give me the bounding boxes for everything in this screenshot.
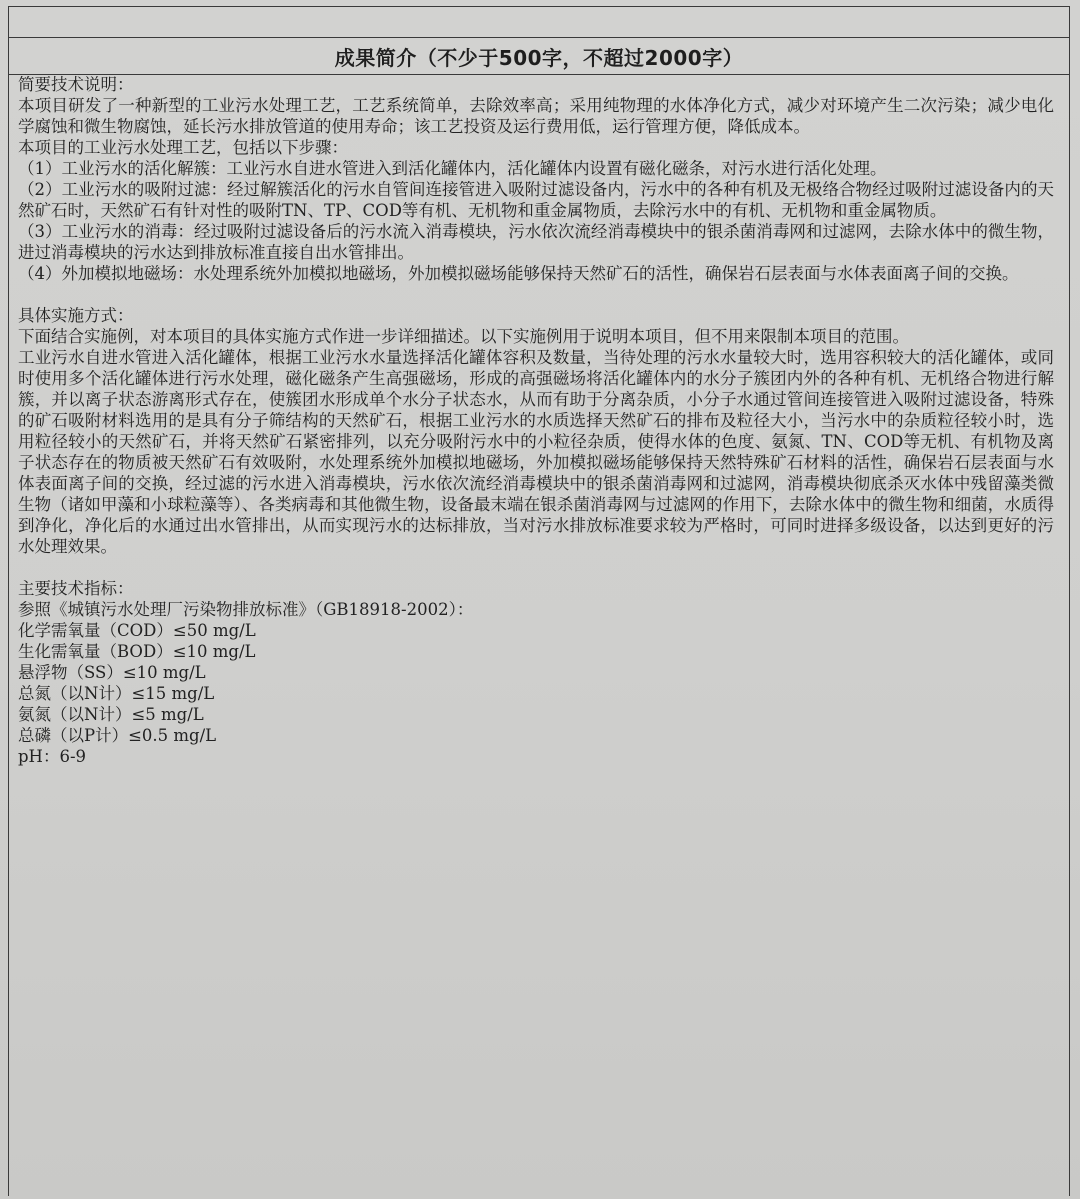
step-item: （3）工业污水的消毒：经过吸附过滤设备后的污水流入消毒模块，污水依次流经消毒模块中的银杀菌消毒网和过滤网，去除水体中的微生物，进过消毒模块的污水达到排放标准直接自出水管排出。 (18, 222, 1054, 262)
step-item: （2）工业污水的吸附过滤：经过解簇活化的污水自管间连接管进入吸附过滤设备内，污水中的各种有机及无极络合物经过吸附过滤设备内的天然矿石时，天然矿石有针对性的吸附TN、TP、COD等有机、无机物和重金属物质，去除污水中的有机、无机物和重金属物质。 (18, 180, 1054, 220)
indicator-item: 总氮（以N计）≤15 mg/L (18, 684, 215, 703)
section-heading: 简要技术说明： (18, 75, 134, 94)
step-item: （1）工业污水的活化解簇：工业污水自进水管进入到活化罐体内，活化罐体内设置有磁化磁条，对污水进行活化处理。 (18, 159, 887, 178)
indicator-item: pH：6-9 (18, 747, 87, 766)
paragraph: 下面结合实施例，对本项目的具体实施方式作进一步详细描述。以下实施例用于说明本项目，但不用来限制本项目的范围。 (18, 327, 909, 346)
paragraph: 工业污水自进水管进入活化罐体，根据工业污水水量选择活化罐体容积及数量，当待处理的污水水量较大时，选用容积较大的活化罐体，或同时使用多个活化罐体进行污水处理，磁化磁条产生高强磁场，形成的高强磁场将活化罐体内的水分子簇团内外的各种有机、无机络合物进行解簇，并以离子状态游离形式存在，使簇团水形成单个水分子状态水，从而有助于分离杂质，小分子水通过管间连接管进入吸附过滤设备，特殊的矿石吸附材料选用的是具有分子筛结构的天然矿石，根据工业污水的水质选择天然矿石的排布及粒径大小，当污水中的杂质粒径较小时，选用粒径较小的天然矿石，并将天然矿石紧密排列，以充分吸附污水中的小粒径杂质，使得水体的色度、氨氮、TN、COD等无机、有机物及离子状态存在的物质被天然矿石有效吸附，水处理系统外加模拟地磁场，外加模拟磁场能够保持天然特殊矿石材料的活性，确保岩石层表面与水体表面离子间的交换，经过滤的污水进入消毒模块，污水依次流经消毒模块中的银杀菌消毒网和过滤网，消毒模块彻底杀灭水体中残留藻类微生物（诸如甲藻和小球粒藻等）、各类病毒和其他微生物，设备最末端在银杀菌消毒网与过滤网的作用下，去除水体中的微生物和细菌，水质得到净化，净化后的水通过出水管排出，从而实现污水的达标排放，当对污水排放标准要求较为严格时，可同时进择多级设备，以达到更好的污水处理效果。 (18, 348, 1054, 556)
section-implementation (18, 305, 1054, 557)
document-body (18, 74, 1054, 767)
spacer (18, 557, 1054, 578)
section-technical-indicators (18, 578, 1054, 767)
section-heading: 主要技术指标： (18, 579, 134, 598)
paragraph: 参照《城镇污水处理厂污染物排放标准》（GB18918-2002）： (18, 600, 474, 619)
section-heading: 具体实施方式： (18, 306, 134, 325)
indicator-item: 氨氮（以N计）≤5 mg/L (18, 705, 204, 724)
indicator-item: 总磷（以P计）≤0.5 mg/L (18, 726, 217, 745)
paragraph: 本项目研发了一种新型的工业污水处理工艺，工艺系统简单，去除效率高；采用纯物理的水体净化方式，减少对环境产生二次污染；减少电化学腐蚀和微生物腐蚀，延长污水排放管道的使用寿命；该工艺投资及运行费用低，运行管理方便，降低成本。 (18, 96, 1054, 136)
indicator-item: 生化需氧量（BOD）≤10 mg/L (18, 642, 256, 661)
section-technical-summary (18, 74, 1054, 284)
indicator-item: 悬浮物（SS）≤10 mg/L (18, 663, 206, 682)
spacer (18, 284, 1054, 305)
step-item: （4）外加模拟地磁场：水处理系统外加模拟地磁场，外加模拟磁场能够保持天然矿石的活性，确保岩石层表面与水体表面离子间的交换。 (18, 264, 1019, 283)
title-bar (9, 37, 1069, 75)
paragraph: 本项目的工业污水处理工艺，包括以下步骤： (18, 138, 348, 157)
indicator-item: 化学需氧量（COD）≤50 mg/L (18, 621, 256, 640)
document-title: 成果简介（不少于500字，不超过2000字） (334, 45, 744, 70)
